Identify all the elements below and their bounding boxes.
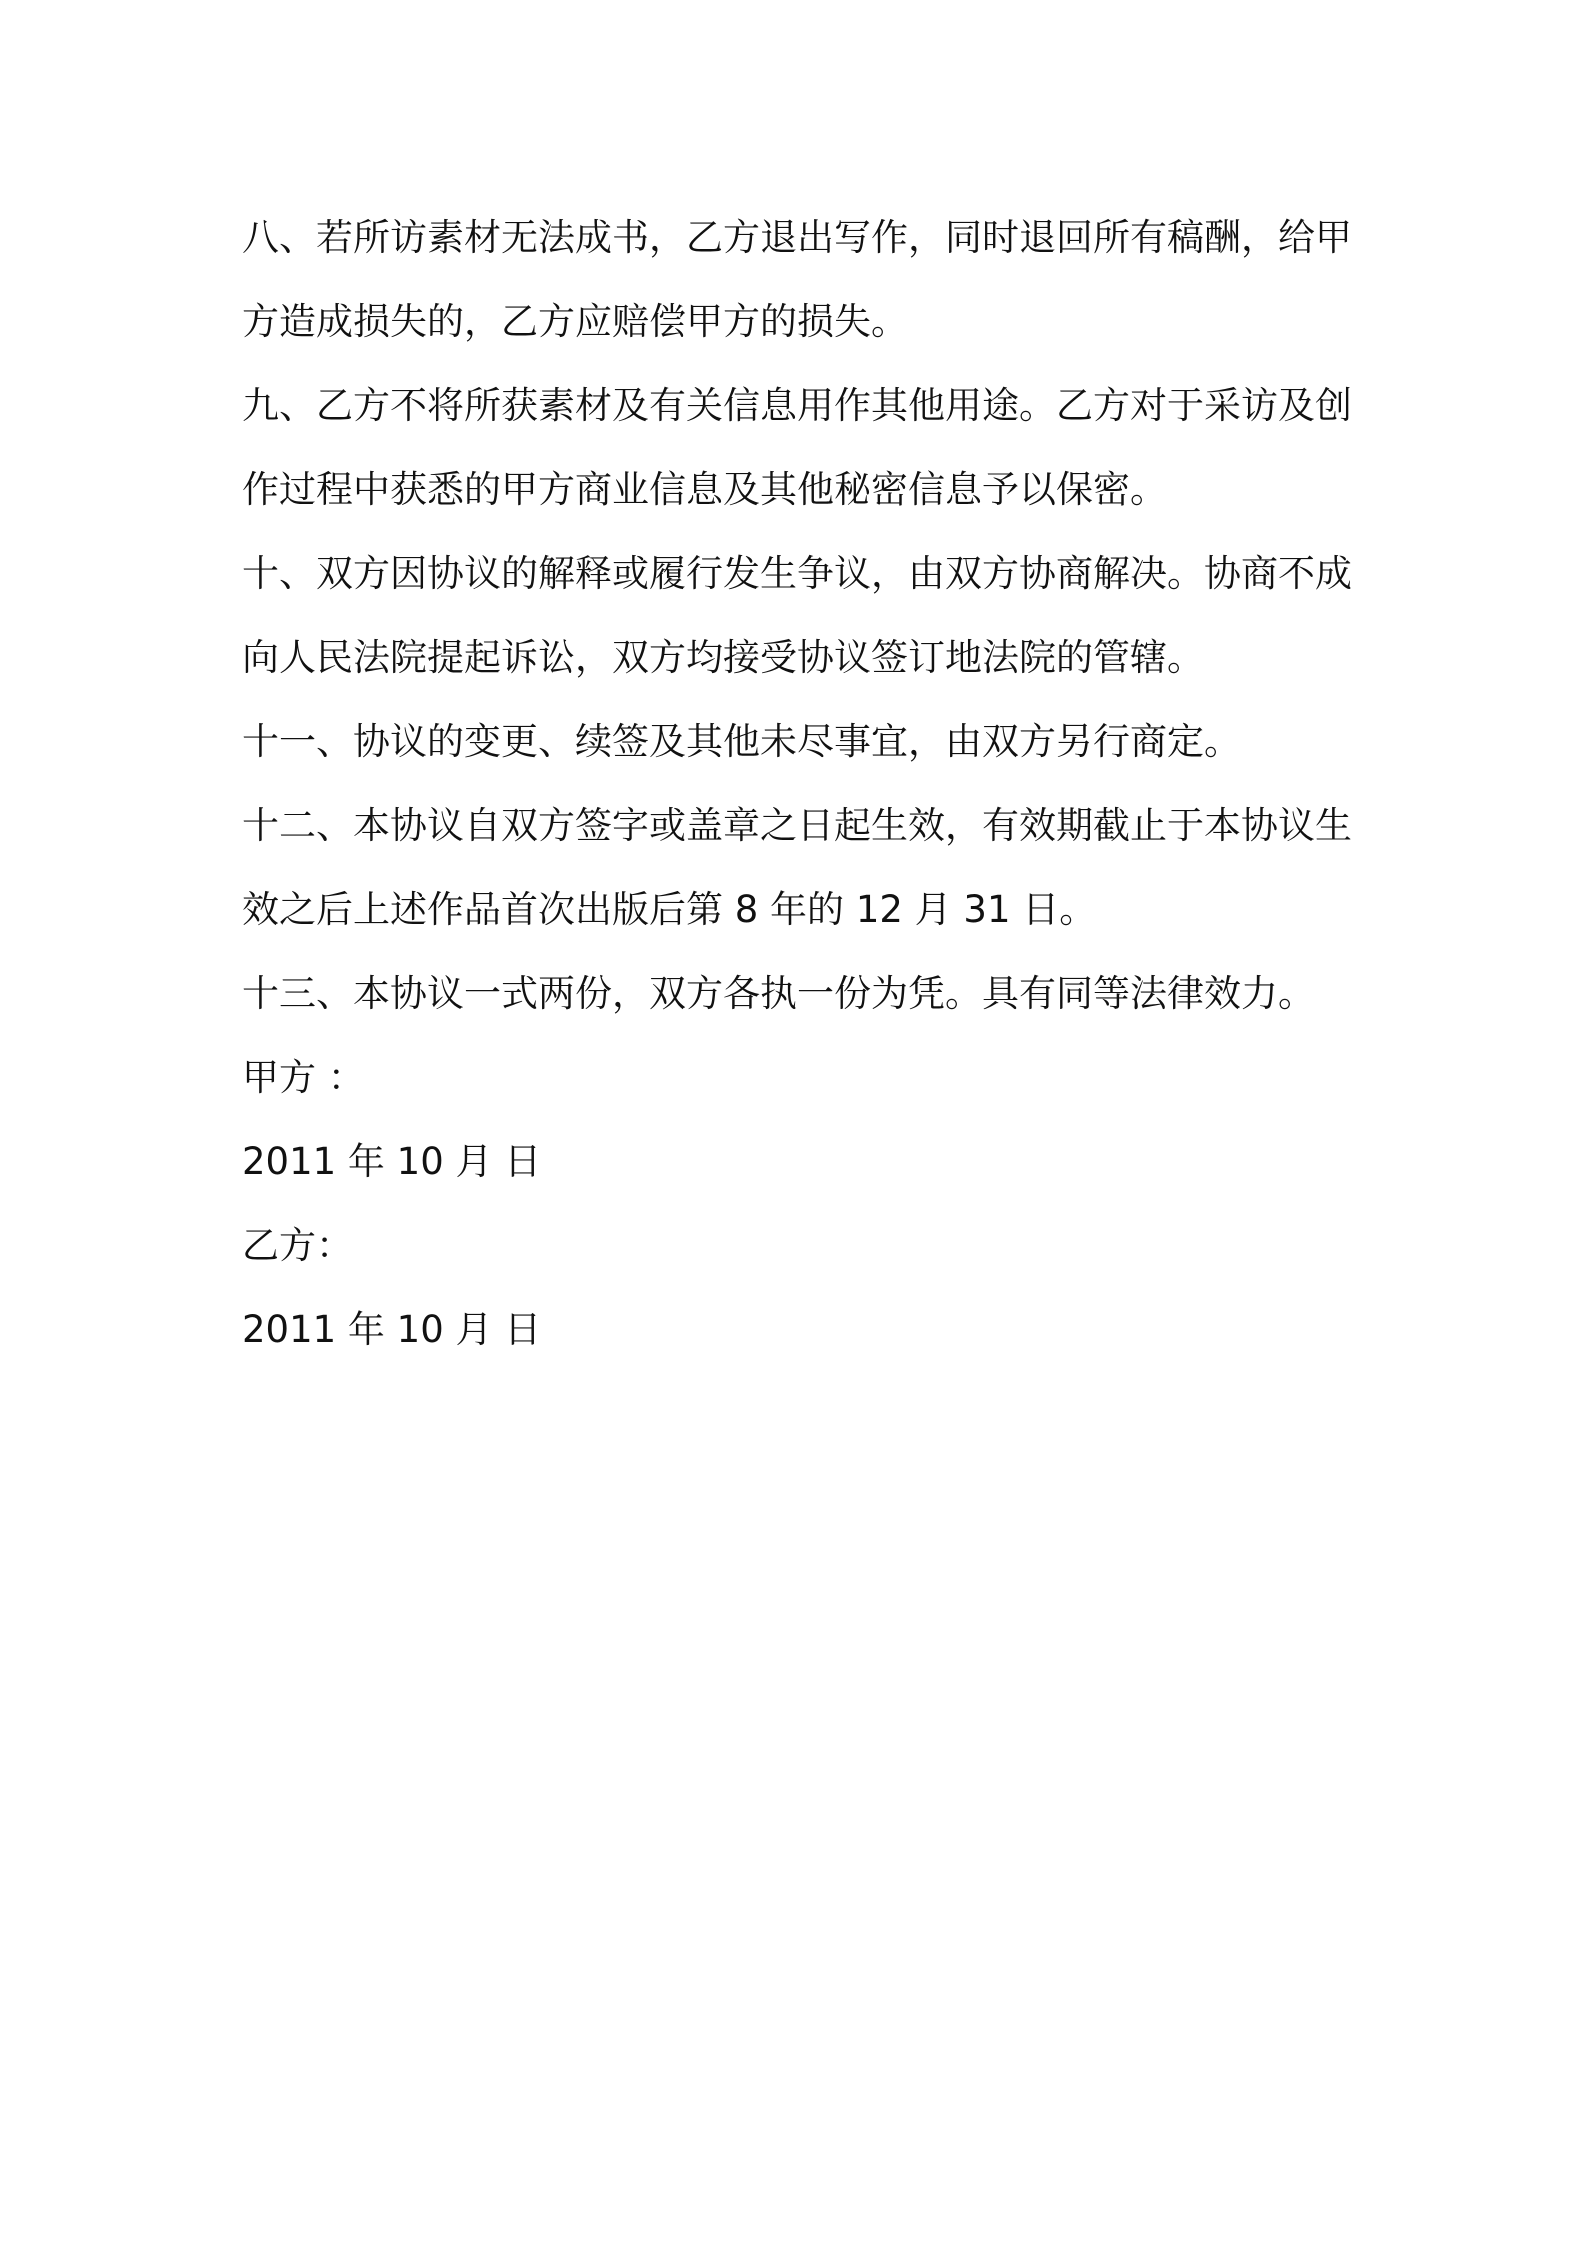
clause-8-line-2: 方造成损失的，乙方应赔偿甲方的损失。 <box>242 300 908 343</box>
party-a-label: 甲方 ： <box>242 1056 365 1099</box>
party-a-date: 2011 年 10 月 日 <box>242 1140 542 1183</box>
clause-9-line-1: 九、乙方不将所获素材及有关信息用作其他用途。乙方对于采访及创 <box>242 384 1352 427</box>
clause-11-line-1: 十一、协议的变更、续签及其他未尽事宜，由双方另行商定。 <box>242 720 1241 763</box>
clause-8-line-1: 八、若所访素材无法成书，乙方退出写作，同时退回所有稿酬，给甲 <box>242 216 1352 259</box>
document-body <box>242 196 1362 1372</box>
clause-13-line-1: 十三、本协议一式两份，双方各执一份为凭。具有同等法律效力。 <box>242 972 1315 1015</box>
clause-12-line-2: 效之后上述作品首次出版后第 8 年的 12 月 31 日。 <box>242 888 1097 931</box>
clause-10-line-1: 十、双方因协议的解释或履行发生争议，由双方协商解决。协商不成 <box>242 552 1352 595</box>
clause-9-line-2: 作过程中获悉的甲方商业信息及其他秘密信息予以保密。 <box>242 468 1167 511</box>
party-b-label: 乙方： <box>242 1224 353 1267</box>
party-b-date: 2011 年 10 月 日 <box>242 1308 542 1351</box>
clause-12-line-1: 十二、本协议自双方签字或盖章之日起生效，有效期截止于本协议生 <box>242 804 1352 847</box>
clause-10-line-2: 向人民法院提起诉讼，双方均接受协议签订地法院的管辖。 <box>242 636 1204 679</box>
